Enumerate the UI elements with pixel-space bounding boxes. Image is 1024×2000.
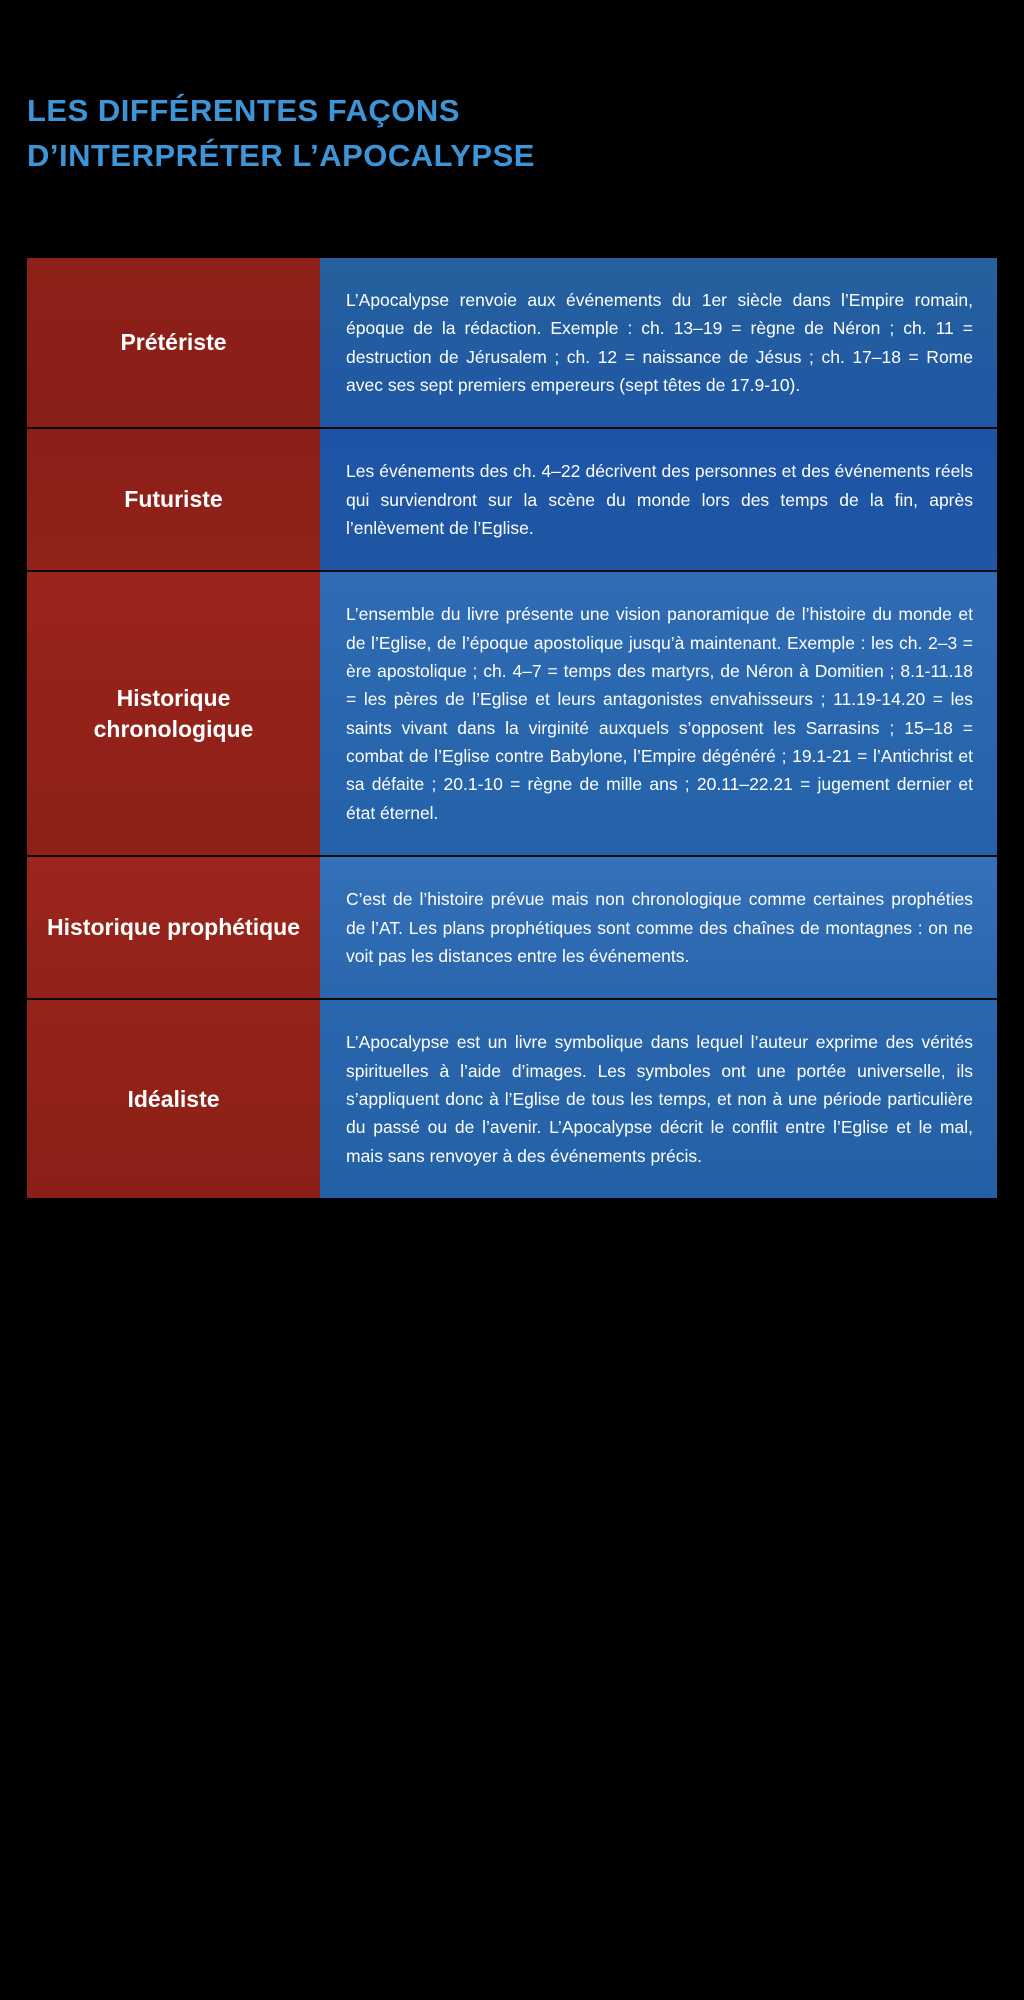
- row-label-text: Prétériste: [120, 329, 227, 356]
- row-label-text: Idéaliste: [127, 1085, 220, 1112]
- row-description-historique-chronologique: [320, 572, 997, 857]
- row-label-futuriste: [27, 429, 320, 572]
- page-title-line-1: LES DIFFÉRENTES FAÇONS: [27, 92, 460, 128]
- table-row: [27, 1000, 997, 1198]
- row-description-preteriste: [320, 258, 997, 429]
- row-description-idealiste: [320, 1000, 997, 1198]
- page-title: [27, 89, 927, 179]
- row-label-historique-chronologique: [27, 572, 320, 857]
- table-row: [27, 258, 997, 429]
- row-description-text: L’Apocalypse renvoie aux événements du 1er siècle dans l’Empire romain, époque de la rédaction. Exemple : ch. 13–19 = règne de Néron ; ch. 11 = destruction de Jérusalem ; ch. 12 = naissance de Jésus ; ch. 17–18 = Rome avec ses sept premiers empereurs (sept têtes de 17.9-10).: [346, 290, 973, 396]
- row-description-text: L’Apocalypse est un livre symbolique dans lequel l’auteur exprime des vérités spirituelles à l’aide d’images. Les symboles ont une portée universelle, ils s’appliquent donc à l’Eglise de tous les temps, et non à une période particulière du passé ou de l’avenir. L’Apocalypse décrit le conflit entre l’Eglise et le mal, mais sans renvoyer à des événements précis.: [346, 1032, 973, 1166]
- row-description-text: C’est de l’histoire prévue mais non chronologique comme certaines prophéties de l’AT. Les plans prophétiques sont comme des chaînes de montagnes : on ne voit pas les distances entre les événements.: [346, 889, 973, 966]
- row-description-text: Les événements des ch. 4–22 décrivent des personnes et des événements réels qui surviendront sur la scène du monde lors des temps de la fin, après l’enlèvement de l’Eglise.: [346, 461, 973, 539]
- row-description-text: L’ensemble du livre présente une vision panoramique de l’histoire du monde et de l’Eglise, de l’époque apostolique jusqu’à maintenant. Exemple : les ch. 2–3 = ère apostolique ; ch. 4–7 = temps des martyrs, de Néron à Domitien ; 8.1-11.18 = les pères de l’Eglise et leurs antagonistes envahisseurs ; 11.19-14.20 = les saints vivant dans la virginité auxquels s’opposent les Sarrasins ; 15–18 = combat de l’Eglise contre Babylone, l’Empire dégénéré ; 19.1-21 = l’Antichrist et sa défaite ; 20.1-10 = règne de mille ans ; 20.11–22.21 = jugement dernier et état éternel.: [346, 604, 973, 823]
- row-label-text: Historique prophétique: [47, 914, 300, 941]
- table-row: [27, 429, 997, 572]
- row-description-futuriste: [320, 429, 997, 572]
- page-title-line-2: D’INTERPRÉTER L’APOCALYPSE: [27, 137, 535, 173]
- row-label-text: Futuriste: [124, 486, 223, 513]
- interpretations-table: [27, 258, 997, 1198]
- row-label-idealiste: [27, 1000, 320, 1198]
- row-description-historique-prophetique: [320, 857, 997, 1000]
- table-row: [27, 572, 997, 857]
- row-label-historique-prophetique: [27, 857, 320, 1000]
- row-label-preteriste: [27, 258, 320, 429]
- row-label-text: Historique chronologique: [93, 684, 254, 742]
- table-row: [27, 857, 997, 1000]
